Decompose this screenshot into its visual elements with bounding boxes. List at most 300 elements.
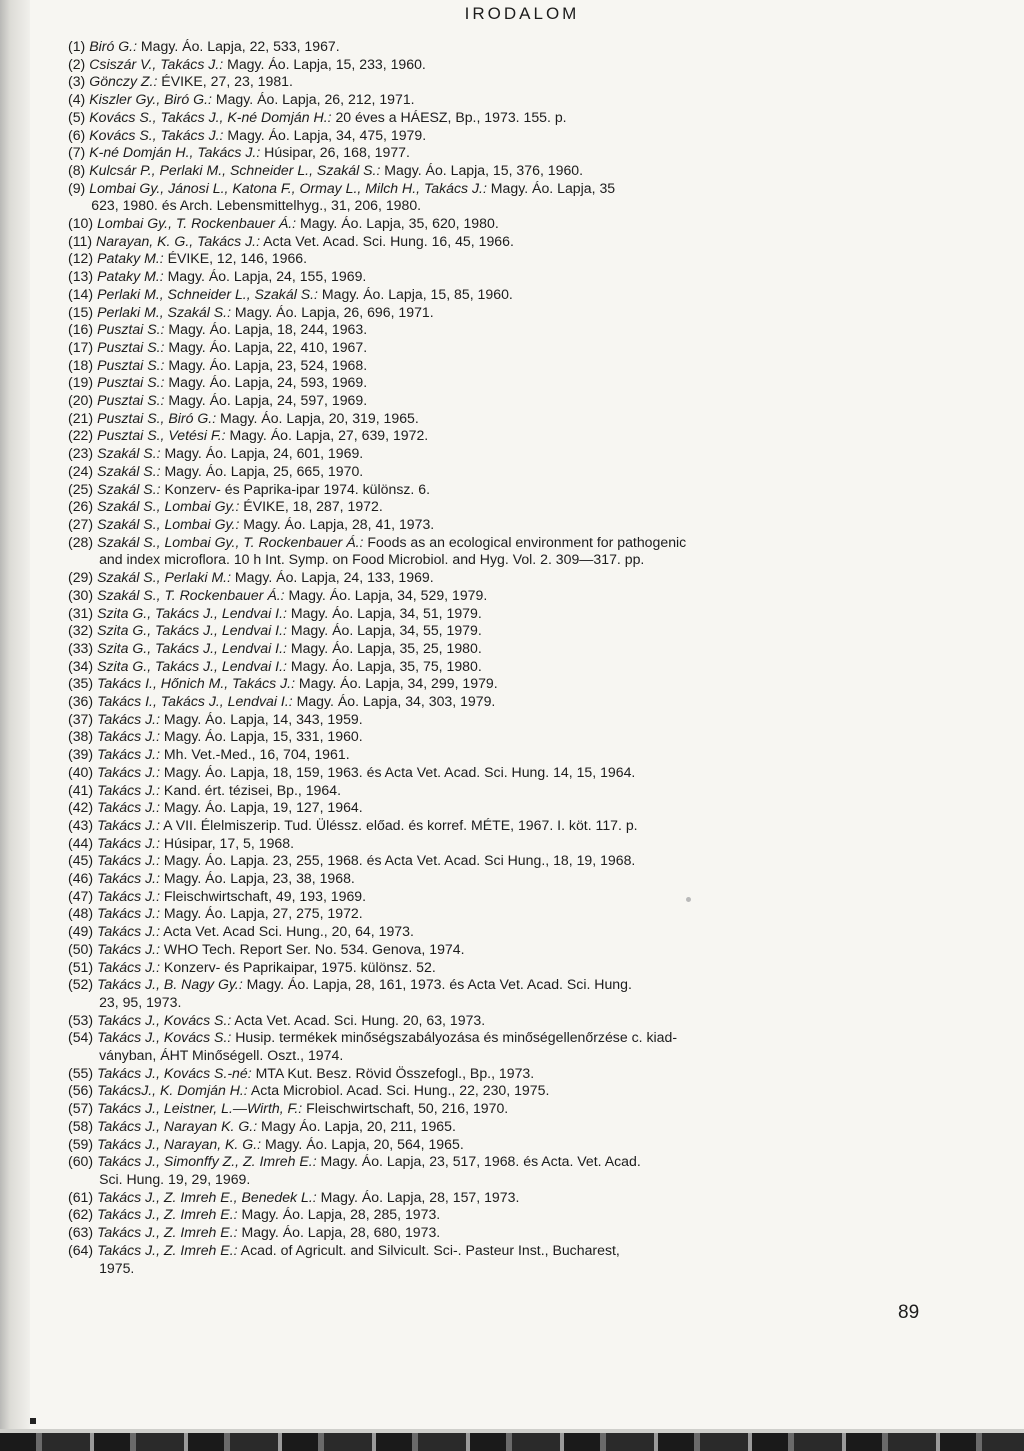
reference-item (68, 304, 948, 322)
reference-authors: Takács J.: (97, 958, 161, 975)
reference-authors: Takács J.: (97, 728, 161, 745)
reference-text (93, 339, 948, 357)
reference-text (93, 374, 948, 392)
reference-text (93, 498, 948, 516)
reference-number: (15) (68, 303, 94, 320)
reference-item (68, 976, 948, 1011)
reference-text (93, 711, 948, 729)
reference-number: (27) (68, 515, 94, 532)
reference-item (68, 516, 948, 534)
reference-item (68, 463, 948, 481)
reference-source: Magy. Áo. Lapja, 18, 244, 1963. (164, 321, 368, 338)
reference-authors: Pusztai S.: (97, 374, 165, 391)
reference-source: Magy. Áo. Lapja, 19, 127, 1964. (160, 799, 363, 816)
reference-item (68, 374, 948, 392)
reference-number: (44) (68, 834, 94, 851)
reference-authors: Lombai Gy., T. Rockenbauer Á.: (97, 215, 297, 232)
reference-item (68, 746, 948, 764)
reference-text (93, 852, 948, 870)
reference-source: Magy. Áo. Lapja, 24, 155, 1969. (163, 268, 367, 285)
reference-item (68, 1153, 948, 1188)
scan-bottom-edge (0, 1433, 1024, 1451)
reference-source: Magy. Áo. Lapja, 35, 25, 1980. (286, 639, 482, 656)
reference-item (68, 250, 948, 268)
reference-source: Acta Vet. Acad. Sci. Hung. 20, 63, 1973. (231, 1011, 486, 1028)
reference-number: (24) (68, 462, 94, 479)
reference-text (93, 941, 948, 959)
reference-number: (29) (68, 569, 94, 586)
reference-number: (37) (68, 710, 94, 727)
reference-item (68, 339, 948, 357)
reference-authors: Pusztai S., Biró G.: (97, 409, 217, 426)
reference-item (68, 481, 948, 499)
reference-text (93, 959, 948, 977)
reference-number: (34) (68, 657, 94, 674)
reference-item (68, 728, 948, 746)
reference-number: (60) (68, 1153, 94, 1170)
reference-item (68, 392, 948, 410)
reference-authors: Szita G., Takács J., Lendvai I.: (97, 622, 287, 639)
reference-text (93, 1100, 948, 1118)
reference-item (68, 321, 948, 339)
reference-authors: Biró G.: (89, 38, 138, 54)
reference-text (85, 144, 948, 162)
reference-authors: Takács J.: (97, 870, 161, 887)
reference-text (93, 693, 948, 711)
reference-authors: Pataky M.: (97, 250, 164, 267)
reference-source: Magy. Áo. Lapja, 24, 133, 1969. (231, 569, 434, 586)
page-heading: IRODALOM (464, 4, 580, 23)
reference-item (68, 38, 948, 56)
reference-authors: Takács I., Hőnich M., Takács J.: (97, 675, 295, 692)
reference-authors: Szakál S., Lombai Gy.: (97, 498, 240, 515)
reference-number: (21) (68, 409, 94, 426)
reference-number: (9) (68, 179, 86, 196)
reference-item (68, 1242, 948, 1277)
reference-item (68, 498, 948, 516)
reference-authors: Pusztai S.: (97, 321, 165, 338)
reference-authors: Pusztai S.: (97, 338, 165, 355)
reference-source: Magy. Áo. Lapja, 34, 529, 1979. (284, 586, 488, 603)
reference-source: MTA Kut. Besz. Rövid Összefogl., Bp., 1973. (251, 1064, 535, 1081)
reference-item (68, 782, 948, 800)
reference-item (68, 605, 948, 623)
reference-number: (36) (68, 693, 94, 710)
reference-text (93, 1012, 948, 1030)
reference-source: Magy. Áo. Lapja, 15, 331, 1960. (160, 728, 363, 745)
reference-item (68, 941, 948, 959)
reference-source: Magy. Áo. Lapja, 20, 564, 1965. (261, 1135, 464, 1152)
reference-continuation: ványban, ÁHT Minőségell. Oszt., 1974. (99, 1047, 344, 1064)
reference-source: Magy. Áo. Lapja, 24, 593, 1969. (164, 374, 368, 391)
reference-text (93, 728, 948, 746)
reference-source: Magy. Áo. Lapja, 34, 303, 1979. (292, 693, 496, 710)
reference-source: Magy. Áo. Lapja, 35 (486, 179, 616, 196)
reference-number: (38) (68, 728, 94, 745)
reference-source: Acta Microbiol. Acad. Sci. Hung., 22, 230, 1975. (247, 1082, 550, 1099)
reference-number: (35) (68, 675, 94, 692)
reference-number: (57) (68, 1100, 94, 1117)
reference-authors: Perlaki M., Szakál S.: (97, 303, 232, 320)
reference-text (93, 764, 948, 782)
reference-source: Magy. Áo. Lapja, 35, 620, 1980. (296, 215, 499, 232)
reference-authors: Szakál S., T. Rockenbauer Á.: (97, 586, 285, 603)
reference-number: (61) (68, 1188, 94, 1205)
reference-authors: Takács J., Kovács S.-né: (97, 1064, 252, 1081)
reference-text (85, 91, 948, 109)
reference-source: Magy. Áo. Lapja, 23, 517, 1968. és Acta. Vet. Acad. (316, 1153, 641, 1170)
reference-item (68, 357, 948, 375)
reference-number: (48) (68, 905, 94, 922)
reference-authors: Csiszár V., Takács J.: (89, 55, 224, 72)
reference-source: Magy. Áo. Lapja, 28, 285, 1973. (237, 1206, 441, 1223)
reference-text (93, 463, 948, 481)
reference-source: WHO Tech. Report Ser. No. 534. Genova, 1974. (160, 940, 465, 957)
reference-number: (17) (68, 338, 94, 355)
reference-continuation: and index microflora. 10 h Int. Symp. on Food Microbiol. and Hyg. Vol. 2. 309—317. pp. (99, 551, 645, 568)
reference-item (68, 888, 948, 906)
reference-authors: Takács J., Kovács S.: (97, 1011, 232, 1028)
reference-authors: Takács J.: (97, 923, 161, 940)
reference-text (93, 587, 948, 605)
reference-number: (49) (68, 923, 94, 940)
reference-source: ÉVIKE, 12, 146, 1966. (163, 250, 308, 267)
reference-item (68, 1206, 948, 1224)
reference-source: Fleischwirtschaft, 50, 216, 1970. (302, 1100, 509, 1117)
reference-number: (52) (68, 976, 94, 993)
reference-text (93, 1118, 948, 1136)
reference-text (92, 233, 948, 251)
reference-text (93, 640, 948, 658)
reference-authors: Takács J.: (97, 834, 161, 851)
reference-text (93, 410, 948, 428)
reference-text (85, 180, 948, 215)
reference-text (93, 427, 948, 445)
reference-authors: Lombai Gy., Jánosi L., Katona F., Ormay L., Milch H., Takács J.: (89, 179, 487, 196)
reference-source: Magy. Áo. Lapja, 25, 665, 1970. (160, 462, 364, 479)
reference-authors: Takács J., Leistner, L.—Wirth, F.: (97, 1100, 303, 1117)
reference-source: Magy. Áo. Lapja, 27, 639, 1972. (225, 427, 429, 444)
reference-number: (26) (68, 498, 94, 515)
reference-authors: Pataky M.: (97, 268, 164, 285)
reference-continuation: Sci. Hung. 19, 29, 1969. (99, 1171, 251, 1187)
reference-authors: Takács J., Simonffy Z., Z. Imreh E.: (97, 1153, 317, 1170)
reference-text (93, 304, 948, 322)
reference-number: (45) (68, 852, 94, 869)
reference-text (93, 268, 948, 286)
reference-authors: Takács J., B. Nagy Gy.: (97, 976, 243, 993)
reference-number: (47) (68, 887, 94, 904)
reference-number: (63) (68, 1224, 94, 1241)
reference-source: Magy. Áo. Lapja, 27, 275, 1972. (160, 905, 363, 922)
reference-source: Mh. Vet.-Med., 16, 704, 1961. (160, 746, 350, 763)
reference-item (68, 109, 948, 127)
reference-item (68, 923, 948, 941)
reference-number: (22) (68, 427, 94, 444)
reference-text (93, 286, 948, 304)
reference-text (93, 1136, 948, 1154)
reference-text (93, 888, 948, 906)
reference-number: (19) (68, 374, 94, 391)
reference-text (85, 162, 948, 180)
reference-authors: Kovács S., Takács J., K-né Domján H.: (89, 108, 332, 125)
reference-source: Fleischwirtschaft, 49, 193, 1969. (160, 887, 367, 904)
reference-item (68, 162, 948, 180)
reference-number: (59) (68, 1135, 94, 1152)
reference-authors: Takács J., Narayan, K. G.: (97, 1135, 262, 1152)
reference-source: Magy. Áo. Lapja, 15, 233, 1960. (223, 55, 426, 72)
reference-text (93, 321, 948, 339)
reference-authors: Szita G., Takács J., Lendvai I.: (97, 639, 287, 656)
reference-number: (51) (68, 958, 94, 975)
reference-authors: Szita G., Takács J., Lendvai I.: (97, 657, 287, 674)
reference-authors: Szakál S., Perlaki M.: (97, 569, 232, 586)
reference-item (68, 640, 948, 658)
reference-item (68, 1224, 948, 1242)
reference-item (68, 852, 948, 870)
reference-authors: Takács J.: (97, 887, 161, 904)
reference-text (93, 534, 948, 569)
reference-text (93, 622, 948, 640)
reference-number: (16) (68, 321, 94, 338)
reference-text (85, 73, 948, 91)
reference-source: Foods as an ecological environment for pathogenic (363, 533, 687, 550)
reference-text (93, 215, 948, 233)
reference-number: (50) (68, 940, 94, 957)
reference-number: (33) (68, 639, 94, 656)
reference-text (93, 1206, 948, 1224)
reference-item (68, 1082, 948, 1100)
reference-number: (4) (68, 91, 86, 108)
reference-authors: Takács J., Narayan K. G.: (97, 1117, 258, 1134)
reference-text (93, 923, 948, 941)
reference-source: Magy. Áo. Lapja, 34, 299, 1979. (295, 675, 498, 692)
reference-source: Konzerv- és Paprika-ipar 1974. különsz. 6. (160, 480, 431, 497)
reference-item (68, 817, 948, 835)
reference-number: (39) (68, 746, 94, 763)
reference-item (68, 1189, 948, 1207)
reference-text (93, 1065, 948, 1083)
reference-item (68, 56, 948, 74)
reference-item (68, 1012, 948, 1030)
reference-authors: Kiszler Gy., Biró G.: (89, 91, 212, 108)
reference-text (93, 658, 948, 676)
reference-source: Magy. Áo. Lapja, 23, 524, 1968. (164, 356, 368, 373)
reference-number: (5) (68, 108, 86, 125)
reference-number: (23) (68, 445, 94, 462)
reference-number: (8) (68, 161, 86, 178)
reference-number: (53) (68, 1011, 94, 1028)
reference-item (68, 233, 948, 251)
reference-authors: Takács J.: (97, 905, 161, 922)
reference-continuation: 1975. (99, 1259, 135, 1276)
reference-source: Magy. Áo. Lapja, 24, 601, 1969. (160, 445, 364, 462)
reference-number: (6) (68, 126, 86, 143)
reference-authors: Szakál S., Lombai Gy.: (97, 515, 240, 532)
reference-authors: Takács J.: (97, 799, 161, 816)
reference-number: (41) (68, 781, 94, 798)
reference-source: Magy. Áo. Lapja, 35, 75, 1980. (286, 657, 482, 674)
reference-authors: Gönczy Z.: (89, 73, 158, 90)
reference-item (68, 73, 948, 91)
reference-authors: Pusztai S.: (97, 392, 165, 409)
reference-source: ÉVIKE, 18, 287, 1972. (239, 498, 383, 515)
reference-number: (12) (68, 250, 94, 267)
reference-source: Magy. Áo. Lapja, 28, 41, 1973. (239, 515, 435, 532)
reference-number: (3) (68, 73, 86, 90)
reference-item (68, 1118, 948, 1136)
reference-number: (62) (68, 1206, 94, 1223)
reference-source: Magy. Áo. Lapja, 26, 696, 1971. (231, 303, 434, 320)
reference-authors: Pusztai S., Vetési F.: (97, 427, 226, 444)
reference-source: Acad. of Agricult. and Silvicult. Sci-. Pasteur Inst., Bucharest, (237, 1241, 620, 1258)
reference-text (85, 38, 948, 56)
reference-source: Magy. Áo. Lapja, 20, 319, 1965. (216, 409, 419, 426)
reference-source: Magy. Áo. Lapja, 14, 343, 1959. (160, 710, 363, 727)
reference-item (68, 799, 948, 817)
reference-text (93, 1224, 948, 1242)
reference-source: Magy Áo. Lapja, 20, 211, 1965. (257, 1117, 456, 1134)
reference-source: Magy. Áo. Lapja, 34, 475, 1979. (223, 126, 427, 143)
reference-item (68, 587, 948, 605)
reference-item (68, 622, 948, 640)
reference-authors: Narayan, K. G., Takács J.: (96, 232, 261, 249)
reference-source: Husip. termékek minőségszabályozása és minőségellenőrzése c. kiad- (231, 1029, 678, 1046)
reference-text (93, 250, 948, 268)
reference-source: Magy. Áo. Lapja, 23, 38, 1968. (160, 870, 355, 887)
reference-item (68, 1065, 948, 1083)
reference-source: 20 éves a HÁESZ, Bp., 1973. 155. p. (331, 108, 567, 125)
reference-number: (18) (68, 356, 94, 373)
reference-text (93, 1082, 948, 1100)
reference-number: (56) (68, 1082, 94, 1099)
reference-authors: Takács J.: (97, 940, 161, 957)
reference-number: (14) (68, 285, 94, 302)
reference-authors: Szakál S.: (97, 462, 161, 479)
reference-number: (32) (68, 622, 94, 639)
reference-item (68, 1029, 948, 1064)
reference-item (68, 959, 948, 977)
scan-binding-shadow (0, 0, 30, 1451)
reference-item (68, 180, 948, 215)
reference-source: Magy. Áo. Lapja, 15, 376, 1960. (380, 161, 584, 178)
reference-source: Kand. ért. tézisei, Bp., 1964. (160, 781, 341, 798)
reference-item (68, 764, 948, 782)
reference-number: (40) (68, 763, 94, 780)
reference-source: Magy. Áo. Lapja, 22, 410, 1967. (164, 338, 368, 355)
reference-item (68, 427, 948, 445)
reference-authors: Kulcsár P., Perlaki M., Schneider L., Szakál S.: (89, 161, 381, 178)
reference-item (68, 1100, 948, 1118)
reference-text (85, 56, 948, 74)
reference-text (93, 782, 948, 800)
reference-item (68, 905, 948, 923)
reference-item (68, 1136, 948, 1154)
reference-authors: Takács J., Z. Imreh E., Benedek L.: (97, 1188, 317, 1205)
reference-item (68, 658, 948, 676)
reference-item (68, 268, 948, 286)
reference-number: (20) (68, 392, 94, 409)
reference-authors: Szita G., Takács J., Lendvai I.: (97, 604, 287, 621)
reference-text (93, 905, 948, 923)
reference-number: (11) (68, 232, 93, 249)
reference-text (85, 127, 948, 145)
reference-authors: Takács J.: (97, 746, 161, 763)
reference-continuation: 623, 1980. és Arch. Lebensmittelhyg., 31, 206, 1980. (91, 197, 422, 214)
reference-authors: Takács J.: (97, 763, 161, 780)
reference-source: Magy. Áo. Lapja, 34, 55, 1979. (286, 622, 482, 639)
reference-number: (2) (68, 55, 86, 72)
reference-item (68, 144, 948, 162)
reference-authors: Takács J.: (97, 781, 161, 798)
reference-text (93, 799, 948, 817)
reference-text (93, 817, 948, 835)
reference-number: (42) (68, 799, 94, 816)
reference-text (93, 605, 948, 623)
reference-source: Konzerv- és Paprikaipar, 1975. különsz. 52. (160, 958, 436, 975)
reference-source: Húsipar, 26, 168, 1977. (260, 144, 410, 161)
reference-authors: Takács J., Z. Imreh E.: (97, 1241, 238, 1258)
reference-authors: Takács J., Z. Imreh E.: (97, 1224, 238, 1241)
reference-text (93, 870, 948, 888)
reference-authors: Szakál S.: (97, 480, 161, 497)
reference-number: (46) (68, 870, 94, 887)
reference-source: ÉVIKE, 27, 23, 1981. (157, 73, 293, 90)
reference-text (93, 516, 948, 534)
reference-number: (10) (68, 215, 94, 232)
reference-authors: Szakál S.: (97, 445, 161, 462)
reference-authors: Szakál S., Lombai Gy., T. Rockenbauer Á.: (97, 533, 364, 550)
reference-number: (25) (68, 480, 94, 497)
reference-text (85, 109, 948, 127)
reference-authors: TakácsJ., K. Domján H.: (97, 1082, 248, 1099)
reference-number: (13) (68, 268, 94, 285)
reference-source: A VII. Élelmiszerip. Tud. Üléssz. előad. és korref. MÉTE, 1967. I. köt. 117. p. (160, 816, 638, 833)
reference-source: Magy. Áo. Lapja, 26, 212, 1971. (211, 91, 415, 108)
reference-item (68, 675, 948, 693)
reference-authors: Perlaki M., Schneider L., Szakál S.: (97, 285, 318, 302)
reference-item (68, 870, 948, 888)
reference-item (68, 215, 948, 233)
reference-authors: Takács J., Z. Imreh E.: (97, 1206, 238, 1223)
reference-authors: Kovács S., Takács J.: (89, 126, 224, 143)
reference-text (93, 835, 948, 853)
reference-authors: K-né Domján H., Takács J.: (89, 144, 261, 161)
reference-item (68, 569, 948, 587)
reference-item (68, 445, 948, 463)
reference-item (68, 711, 948, 729)
reference-text (93, 1242, 948, 1277)
reference-item (68, 410, 948, 428)
reference-item (68, 286, 948, 304)
scan-corner-mark (30, 1418, 36, 1424)
reference-number: (7) (68, 144, 86, 161)
reference-text (93, 1153, 948, 1188)
reference-authors: Takács I., Takács J., Lendvai I.: (97, 693, 293, 710)
reference-number: (64) (68, 1241, 94, 1258)
reference-continuation: 23, 95, 1973. (99, 993, 182, 1010)
reference-item (68, 693, 948, 711)
page-number: 89 (898, 1302, 920, 1323)
reference-authors: Takács J., Kovács S.: (97, 1029, 232, 1046)
reference-source: Magy. Áo. Lapja, 34, 51, 1979. (286, 604, 482, 621)
reference-number: (54) (68, 1029, 94, 1046)
reference-source: Magy. Áo. Lapja, 15, 85, 1960. (317, 285, 513, 302)
reference-source: Acta Vet. Acad Sci. Hung., 20, 64, 1973. (160, 923, 414, 940)
reference-source: Húsipar, 17, 5, 1968. (160, 834, 294, 851)
reference-source: Magy. Áo. Lapja, 28, 680, 1973. (237, 1224, 441, 1241)
reference-text (93, 569, 948, 587)
